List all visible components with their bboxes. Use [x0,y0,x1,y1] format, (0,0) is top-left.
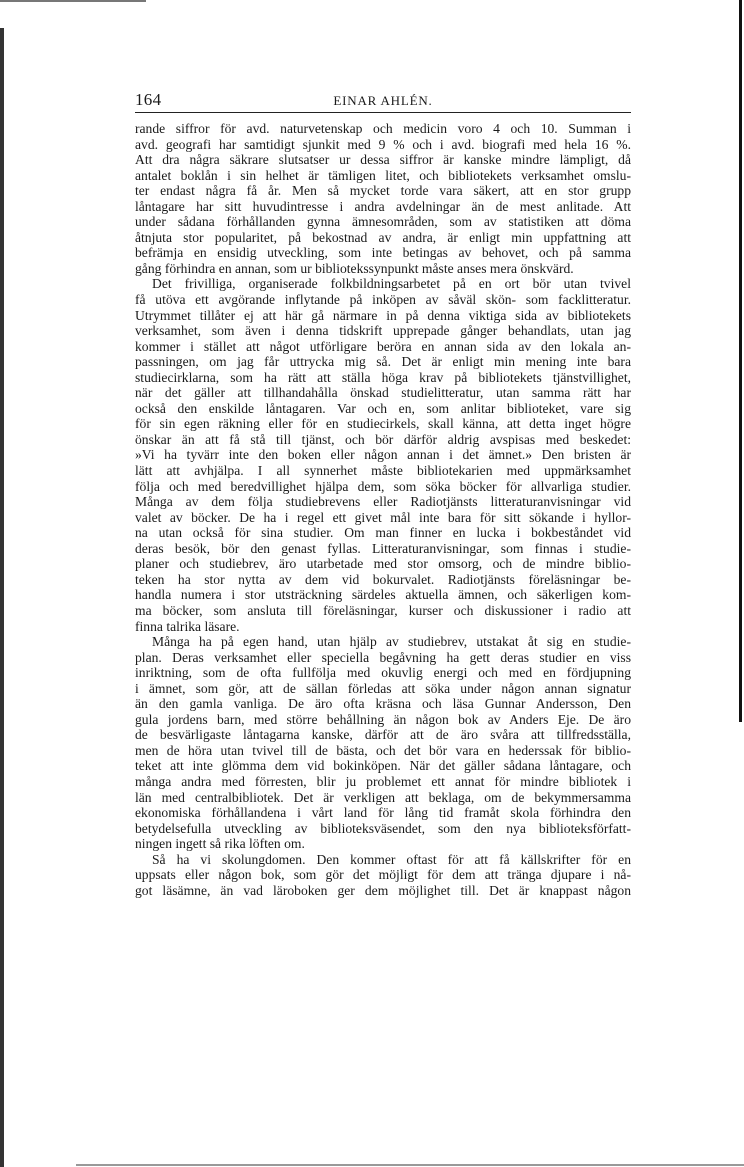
text-line: önskar än att få stå till tjänst, och bör därför aldrig avspisas med beskedet: [135,431,631,447]
text-line: få utöva ett avgörande inflytande på inköpen av såväl skön- som facklitteratur. [135,292,631,308]
text-line: än den gamla vanliga. De äro ofta kräsna och läsa Gunnar Andersson, Den [135,696,631,712]
text-line: kommer i stället att något utförligare beröra en annan sida av den lokala an- [135,338,631,354]
scan-edge-left [0,28,4,1167]
text-line: gång förhindra en annan, som ur bibliotekssynpunkt måste anses mera önskvärd. [135,260,574,276]
text-line: men de höra utan tvivel till de bästa, och det bör vara en hederssak för biblio- [135,742,631,758]
text-line: rande siffror för avd. naturvetenskap och medicin voro 4 och 10. Summan i [135,121,631,136]
text-line: studiecirklarna, som ha rätt att ställa höga krav på bibliotekets tjänstvillighet, [135,369,631,385]
text-line: antalet boklån i sin helhet är tämligen litet, och bibliotekets verksamhet omslu- [135,167,631,183]
text-line: ter endast några få år. Men så mycket torde vara säkert, att en stor grupp [135,183,631,199]
text-line: handla numera i stor utsträckning särdeles aktuella ämnen, och säkerligen kom- [135,587,631,603]
text-line: Utrymmet tillåter ej att här gå närmare in på denna viktiga sida av bibliotekets [135,307,631,323]
paragraph [135,852,631,899]
text-line: verksamhet, som även i denna tidskrift upprepade gånger behandlats, utan jag [135,323,631,339]
text-line: åtnjuta stor popularitet, på bekostnad av andra, är enligt min uppfattning att [135,229,631,245]
text-line: också den enskilde låntagaren. Var och en, som anlitar biblioteket, vare sig [135,400,631,416]
text-line: plan. Deras verksamhet eller speciella begåvning ha gett deras studier en viss [135,649,631,665]
text-line: na utan också för sina studier. Om man finner en lucka i bokbeståndet vid [135,525,631,541]
text-line: ma böcker, som ansluta till föreläsningar, kurser och diskussioner i radio att [135,602,631,618]
page-number: 164 [135,90,162,109]
text-line: för sin egen räkning eller för en studiecirkels, skall känna, att detta inget högre [135,416,631,432]
text-line: valet av böcker. De ha i regel ett givet mål inte bara för sitt sökande i hyllor- [135,509,631,525]
text-line: låntagare har sitt huvudintresse i andra avdelningar än de mest anlitade. Att [135,198,631,214]
text-line: avd. geografi har samtidigt sjunkit med 9 % och i avd. biografi med hela 16 %. [135,136,631,152]
text-line: Många av dem följa studiebrevens eller Radiotjänsts litteraturanvisningar vid [135,494,631,510]
scan-edge-bottom [76,1164,744,1166]
text-line: län med centralbibliotek. Det är verkligen att beklaga, om de bekymmersamma [135,789,631,805]
text-line: planer och studiebrev, äro utarbetade med stor omsorg, och de mindre biblio- [135,556,631,572]
text-line: i ämnet, som gör, att de sällan förledas att söka under någon annan signatur [135,680,631,696]
text-line: när det gäller att tillhandahålla önskad studielitteratur, utan samma rätt har [135,385,631,401]
body-text [135,121,631,898]
text-line: lätt att avhjälpa. I all synnerhet måste bibliotekarien med uppmärksamhet [135,463,631,479]
text-line: gula jordens barn, med större behållning än någon bok av Anders Eje. De äro [135,711,631,727]
scan-edge-right [739,0,742,722]
text-line: de besvärligaste låntagarna kanske, därför att de äro svåra att tillfredsställa, [135,727,631,743]
paragraph [135,121,631,276]
text-line: got läsämne, än vad läroboken ger dem möjlighet till. Det är knappast någon [135,882,631,898]
text-line: befrämja en ensidig utveckling, som inte betingas av behovet, och på samma [135,245,631,261]
paragraph [135,276,631,634]
text-line: teket att inte glömma dem vid bokinköpen. När det gäller sådana låntagare, och [135,758,631,774]
text-line: Det frivilliga, organiserade folkbildningsarbetet på en ort bör utan tvivel [152,276,631,292]
text-line: under sådana förhållanden gynna ämnesområden, som av statistiken att döma [135,214,631,230]
text-line: betydelsefulla utveckling av biblioteksväsendet, som den nya biblioteksförfatt- [135,820,631,836]
text-line: uppsats eller någon bok, som gör det möjligt för dem att tränga djupare i nå- [135,867,631,883]
book-page [135,88,631,898]
text-line: många andra med förresten, blir ju problemet ett annat för mindre bibliotek i [135,773,631,789]
text-line: följa och med beredvillighet hjälpa dem, som söka böcker för allvarliga studier. [135,478,631,494]
scan-edge-top [0,0,146,2]
text-line: inriktning, som de ofta fullfölja med okuvlig energi och med en fördjupning [135,665,631,681]
text-line: Så ha vi skolungdomen. Den kommer oftast för att få källskrifter för en [152,851,631,867]
text-line: Många ha på egen hand, utan hjälp av studiebrev, utstakat åt sig en studie- [152,634,631,650]
text-line: passningen, om jag får uttrycka mig så. Det är enligt min mening inte bara [135,354,631,370]
text-line: finna talrika läsare. [135,618,240,634]
text-line: »Vi ha tyvärr inte den boken eller någon annan i det ämnet.» Den bristen är [135,447,631,463]
running-head [135,88,631,113]
text-line: deras besök, bör den genast fyllas. Litteraturanvisningar, som finnas i studie- [135,540,631,556]
running-title: EINAR AHLÉN. [333,93,433,108]
text-line: teken ha stor nytta av dem vid bokurvalet. Radiotjänsts föreläsningar be- [135,571,631,587]
paragraph [135,634,631,852]
text-line: ningen ingett så rika löften om. [135,836,305,852]
text-line: ekonomiska förhållandena i vårt land för lång tid framåt skola förhindra den [135,805,631,821]
text-line: Att dra några säkrare slutsatser ur dessa siffror är kanske mindre lämpligt, då [135,152,631,168]
